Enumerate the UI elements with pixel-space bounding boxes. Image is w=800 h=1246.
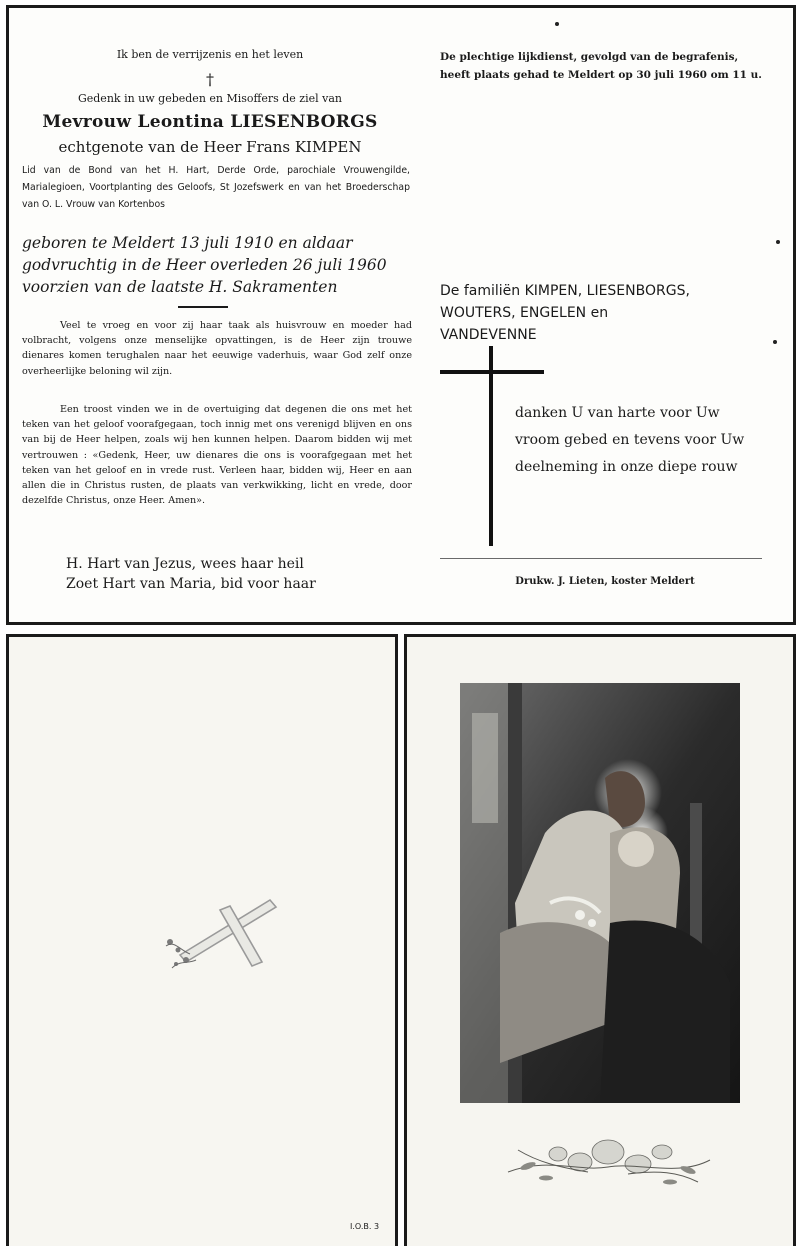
families-block (440, 280, 770, 346)
dates-line: voorzien van de laatste H. Sakramenten (22, 278, 338, 296)
large-cross-icon (489, 346, 493, 546)
membership-text: Lid van de Bond van het H. Hart, Derde Orde, parochiale Vrouwengilde, Marialegioen, Voortplanting des Geloofs, St Jozefswerk en van het Broederschap van O. L. Vrouw van Kortenbos (22, 165, 410, 210)
funeral-service-text: De plechtige lijkdienst, gevolgd van de begrafenis, heeft plaats gehad te Meldert op 30 juli 1960 om 11 u. (440, 51, 762, 81)
speck (555, 22, 559, 26)
rule (440, 558, 762, 559)
gedenk-line: Gedenk in uw gebeden en Misoffers de ziel van (77, 92, 343, 105)
thanks-line: danken U van harte voor Uw (515, 405, 720, 421)
divider (178, 306, 228, 308)
deceased-name: Mevrouw Leontina LIESENBORGS (42, 112, 378, 132)
dates-line: godvruchtig in de Heer overleden 26 juli 1960 (22, 256, 387, 274)
thanks-line: deelneming in onze diepe rouw (515, 459, 738, 475)
paragraph-1: Veel te vroeg en voor zij haar taak als huisvrouw en moeder had volbracht, volgens onze menselijke opvattingen, is de Heer zijn trouwe dienares komen terughalen naar het eeuwige vaderhuis, waar God zelf onze overheerlijke beloning wil zijn. (22, 320, 412, 377)
speck (773, 340, 777, 344)
cross-with-flowers-icon (150, 880, 300, 980)
large-cross-icon (440, 370, 544, 374)
motto: Ik ben de verrijzenis en het leven (116, 48, 304, 61)
speck (776, 240, 780, 244)
printer-credit: Drukw. J. Lieten, koster Meldert (515, 576, 695, 587)
flower-spray-icon (498, 1122, 718, 1197)
families-line: De familiën KIMPEN, LIESENBORGS, (440, 283, 690, 299)
prayer-line-2: Zoet Hart van Maria, bid voor haar (66, 576, 316, 592)
paragraph-2: Een troost vinden we in de overtuiging dat degenen die ons met het teken van het geloof voorafgegaan, toch innig met ons verenigd blijven en ons van bij de Heer helpen, zoals wij hen kunnen helpen. Daarom bidden wij met vertrouwen : «Gedenk, Heer, uw dienares die ons is voorafgegaan met het teken van het geloof en in vrede rust. Verleen haar, bidden wij, Heer en aan allen die in Christus rusten, de plaats van verkwikking, licht en vrede, door dezelfde Christus, onze Heer. Amen». (22, 404, 412, 507)
dates-line: geboren te Meldert 13 juli 1910 en aldaar (22, 234, 353, 252)
thanks-block (515, 400, 775, 481)
christ-comforting-dying-man-picture (460, 683, 740, 1103)
small-cross-icon: † (206, 70, 214, 89)
thanks-line: vroom gebed en tevens voor Uw (515, 432, 745, 448)
families-line: VANDEVENNE (440, 327, 537, 343)
dates-block (22, 232, 412, 298)
prayer-line-1: H. Hart van Jezus, wees haar heil (66, 556, 304, 572)
spouse-line: echtgenote van de Heer Frans KIMPEN (58, 138, 362, 156)
card-code: I.O.B. 3 (350, 1222, 380, 1231)
families-line: WOUTERS, ENGELEN en (440, 305, 609, 321)
